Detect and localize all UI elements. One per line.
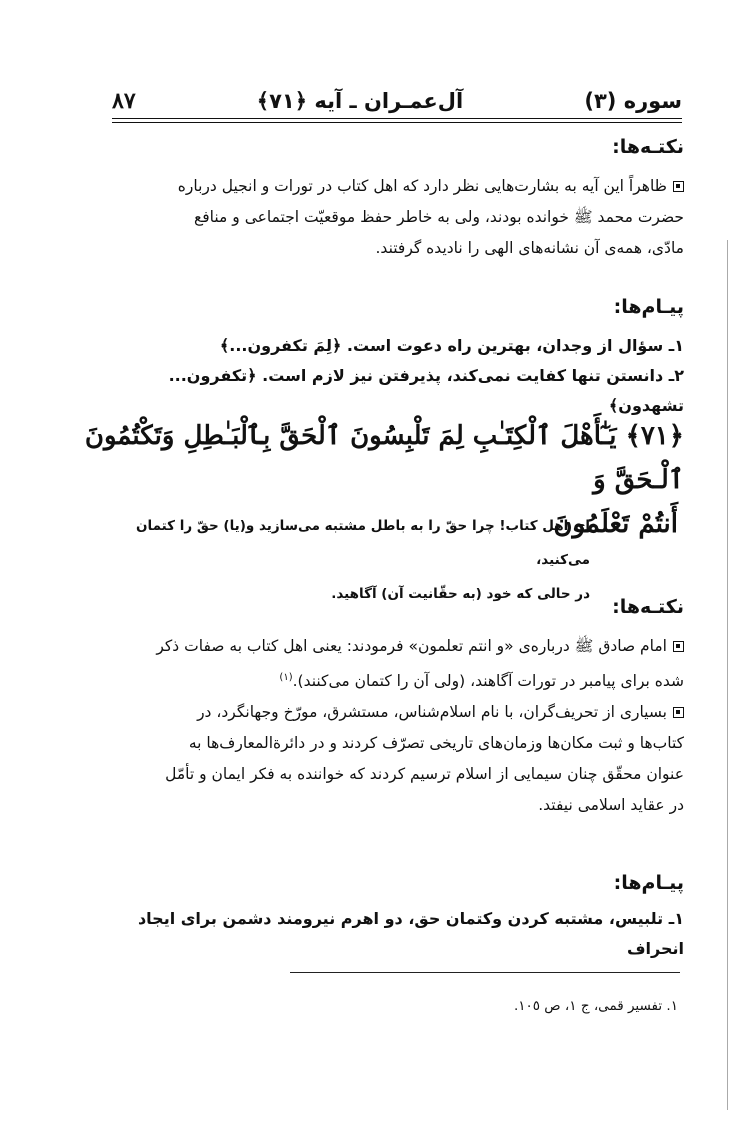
square-bullet-icon	[673, 641, 684, 652]
header-title: آل‌عمـران ـ آیه ﴿٧١﴾	[256, 89, 464, 113]
notes-line: در عقاید اسلامی نیفتد.	[538, 796, 684, 815]
notes-line: شده برای پیامبر در تورات آگاهند، (ولی آن را کتمان می‌کنند).$^{(١)}$	[279, 672, 684, 691]
messages-heading-2: پیـام‌ها:	[613, 872, 684, 894]
verse-line-2: أَنتُمْ تَعْلَمُونَ	[553, 509, 678, 539]
notes-line: ظاهراً این آیه به بشارت‌هایی نظر دارد که اهل کتاب در تورات و انجیل درباره	[109, 171, 684, 202]
footnote-ref[interactable]: (١)	[279, 672, 293, 683]
footnote: ١. تفسیر قمی، ج ١، ص ١٠٥.	[513, 998, 678, 1014]
messages-list-2	[94, 904, 684, 964]
verse-translation	[90, 509, 590, 611]
page-header	[112, 86, 682, 116]
page-edge-line	[727, 240, 729, 1110]
translation-line-1: ای اهل کتاب! چرا حقّ را به باطل مشتبه می‌سازید و(یا) حقّ را کتمان می‌کنید،	[136, 518, 590, 568]
notes-line: حضرت محمد ﷺ خوانده بودند، ولی به خاطر حفظ موقعیّت اجتماعی و منافع	[194, 208, 684, 226]
notes-heading: نکتـه‌ها:	[612, 136, 684, 158]
notes-paragraph-2	[109, 631, 684, 821]
notes-line: امام صادق ﷺ درباره‌ی «و انتم تعلمون» فرمودند: یعنی اهل کتاب به صفات ذکر	[109, 631, 684, 662]
notes-line: عنوان محقّق چنان سیمایی از اسلام ترسیم کردند که خواننده به فکر ایمان و تأمّل	[165, 765, 684, 784]
header-rule	[112, 118, 682, 119]
page-number: ٨٧	[112, 88, 136, 114]
square-bullet-icon	[673, 181, 684, 192]
messages-list	[94, 331, 684, 421]
notes-line: بسیاری از تحریف‌گران، با نام اسلام‌شناس، مستشرق، مورّخ وجهانگرد، در	[109, 697, 684, 728]
message-item: ۱ـ تلبیس، مشتبه کردن وکتمان حق، دو اهرم نیرومند دشمن برای ایجاد انحراف	[137, 909, 684, 958]
message-item: ۱ـ سؤال از وجدان، بهترین راه دعوت است. ﴿لِمَ تکفرون...﴾	[219, 336, 684, 355]
header-rule-thin	[112, 122, 682, 123]
square-bullet-icon	[673, 707, 684, 718]
verse-line-1: ﴿٧١﴾ يَـٰٓأَهْلَ ٱلْكِتَـٰبِ لِمَ تَلْبِسُونَ ٱلْحَقَّ بِٱلْبَـٰطِلِ وَتَكْتُمُونَ ٱلْـحَقَّ وَ	[84, 421, 684, 495]
footnote-rule	[290, 972, 680, 973]
surah-label: سوره (٣)	[584, 89, 682, 113]
translation-line-2: در حالی که خود (به حقّانیت آن) آگاهید.	[331, 586, 590, 602]
notes-line: مادّی، همه‌ی آن نشانه‌های الهی را نادیده گرفتند.	[375, 239, 684, 257]
notes-heading-2: نکتـه‌ها:	[612, 596, 684, 618]
message-item: ۲ـ دانستن تنها کفایت نمی‌کند، پذیرفتن نیز لازم است. ﴿تکفرون... تشهدون﴾	[168, 366, 684, 415]
notes-paragraph-1	[109, 171, 684, 264]
messages-heading: پیـام‌ها:	[613, 296, 684, 318]
notes-line: کتاب‌ها و ثبت مکان‌ها وزمان‌های تاریخی تصرّف کردند و در دائرةالمعارف‌ها به	[188, 734, 684, 753]
